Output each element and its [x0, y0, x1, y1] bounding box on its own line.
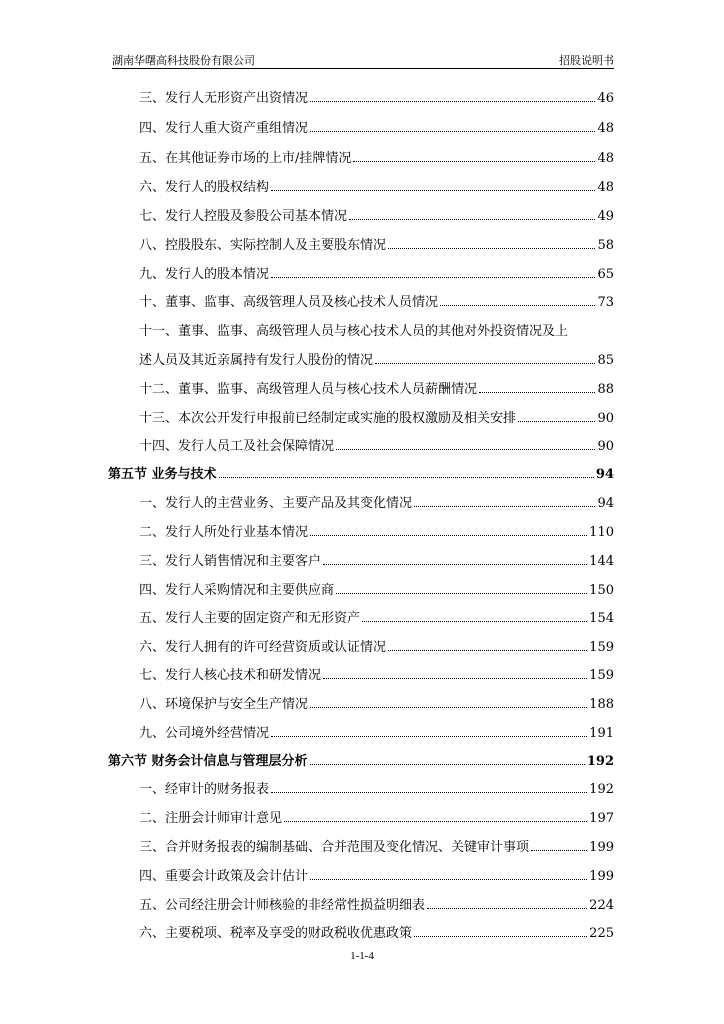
toc-leader-dots [323, 564, 587, 565]
toc-leader-dots [310, 764, 585, 765]
toc-page-number: 199 [589, 869, 614, 884]
toc-label: 述人员及其近亲属持有发行人股份的情况 [139, 353, 374, 368]
toc-page-number: 73 [597, 295, 614, 310]
toc-leader-dots [388, 248, 595, 249]
toc-entry[interactable] [108, 661, 614, 683]
toc-entry[interactable] [108, 114, 614, 136]
page-number: 1-1-4 [350, 950, 374, 962]
toc-leader-dots [440, 305, 595, 306]
toc-label: 十四、发行人员工及社会保障情况 [139, 439, 335, 454]
toc-entry[interactable] [108, 375, 614, 397]
toc-entry[interactable] [108, 919, 614, 941]
toc-entry[interactable] [108, 547, 614, 569]
toc-entry[interactable] [108, 862, 614, 884]
toc-label: 第五节 业务与技术 [108, 467, 217, 482]
toc-entry[interactable] [108, 833, 614, 855]
toc-page-number: 94 [595, 467, 614, 482]
toc-label: 第六节 财务会计信息与管理层分析 [108, 754, 308, 769]
toc-section-6[interactable] [108, 747, 614, 769]
toc-entry[interactable] [108, 260, 614, 282]
toc-leader-dots [349, 219, 595, 220]
toc-leader-dots [414, 506, 595, 507]
toc-page-number: 48 [597, 180, 614, 195]
toc-leader-dots [353, 161, 595, 162]
toc-label: 五、发行人主要的固定资产和无形资产 [139, 611, 361, 626]
toc-entry[interactable] [108, 719, 614, 741]
toc-entry[interactable] [108, 576, 614, 598]
toc-leader-dots [323, 678, 587, 679]
toc-leader-dots [310, 131, 595, 132]
header-company: 湖南华曙高科技股份有限公司 [112, 54, 255, 67]
toc-label: 三、合并财务报表的编制基础、合并范围及变化情况、关键审计事项 [139, 840, 530, 855]
toc-entry-wrapped[interactable]: 十一、董事、监事、高级管理人员与核心技术人员的其他对外投资情况及上 [139, 324, 569, 339]
toc-page-number: 110 [589, 525, 614, 540]
toc-label: 二、注册会计师审计意见 [139, 811, 283, 826]
toc-leader-dots [271, 792, 587, 793]
toc-label: 六、发行人拥有的许可经营资质或认证情况 [139, 640, 387, 655]
toc-page-number: 65 [597, 267, 614, 282]
toc-label: 八、控股股东、实际控制人及主要股东情况 [139, 238, 387, 253]
toc-entry[interactable] [108, 173, 614, 195]
toc-entry[interactable] [108, 489, 614, 511]
toc-leader-dots [336, 449, 595, 450]
toc-leader-dots [284, 821, 587, 822]
toc-page-number: 49 [597, 209, 614, 224]
toc-label: 九、公司境外经营情况 [139, 726, 270, 741]
toc-page-number: 224 [589, 898, 614, 913]
toc-label: 七、发行人控股及参股公司基本情况 [139, 209, 348, 224]
toc-page-number: 225 [589, 926, 614, 941]
toc-leader-dots [336, 593, 587, 594]
toc-leader-dots [310, 707, 587, 708]
toc-section-5[interactable] [108, 460, 614, 482]
toc-label: 九、发行人的股本情况 [139, 267, 270, 282]
toc-leader-dots [271, 190, 595, 191]
toc-page-number: 199 [589, 840, 614, 855]
toc-leader-dots [310, 535, 587, 536]
toc-label: 十二、董事、监事、高级管理人员与核心技术人员薪酬情况 [139, 382, 478, 397]
toc-page-number: 90 [597, 411, 614, 426]
toc-label: 七、发行人核心技术和研发情况 [139, 668, 322, 683]
toc-entry[interactable] [108, 432, 614, 454]
toc-entry[interactable] [108, 144, 614, 166]
toc-page-number: 48 [597, 121, 614, 136]
toc-leader-dots [414, 936, 587, 937]
toc-leader-dots [310, 101, 595, 102]
toc-label: 一、发行人的主营业务、主要产品及其变化情况 [139, 496, 413, 511]
toc-label: 四、发行人重大资产重组情况 [139, 121, 309, 136]
toc-page-number: 159 [589, 668, 614, 683]
toc-entry[interactable] [108, 202, 614, 224]
toc-label: 三、发行人销售情况和主要客户 [139, 554, 322, 569]
toc-entry[interactable] [108, 518, 614, 540]
toc-leader-dots [362, 621, 587, 622]
toc-entry[interactable] [108, 604, 614, 626]
toc-entry[interactable] [108, 84, 614, 106]
toc-page-number: 58 [597, 238, 614, 253]
toc-page-number: 188 [589, 697, 614, 712]
toc-label: 八、环境保护与安全生产情况 [139, 697, 309, 712]
toc-entry[interactable] [108, 288, 614, 310]
toc-entry[interactable] [108, 346, 614, 368]
toc-entry[interactable] [108, 804, 614, 826]
toc-page-number: 144 [589, 554, 614, 569]
toc-label: 五、公司经注册会计师核验的非经常性损益明细表 [139, 898, 426, 913]
toc-leader-dots [427, 908, 587, 909]
toc-leader-dots [219, 477, 594, 478]
toc-leader-dots [271, 277, 595, 278]
toc-page-number: 197 [589, 811, 614, 826]
toc-page-number: 159 [589, 640, 614, 655]
toc-leader-dots [375, 363, 595, 364]
toc-label: 六、主要税项、税率及享受的财政税收优惠政策 [139, 926, 413, 941]
toc-label: 一、经审计的财务报表 [139, 782, 270, 797]
toc-label: 十、董事、监事、高级管理人员及核心技术人员情况 [139, 295, 439, 310]
toc-label: 十三、本次公开发行申报前已经制定或实施的股权激励及相关安排 [139, 411, 517, 426]
toc-page-number: 90 [597, 439, 614, 454]
toc-entry[interactable] [108, 633, 614, 655]
toc-entry[interactable] [108, 775, 614, 797]
page-header [112, 50, 614, 69]
toc-leader-dots [271, 736, 587, 737]
header-doc-type: 招股说明书 [559, 54, 614, 67]
toc-leader-dots [518, 421, 595, 422]
toc-entry[interactable] [108, 690, 614, 712]
toc-page-number: 85 [597, 353, 614, 368]
toc-leader-dots [310, 879, 587, 880]
toc-label: 四、发行人采购情况和主要供应商 [139, 583, 335, 598]
toc-leader-dots [388, 650, 587, 651]
toc-label: 五、在其他证券市场的上市/挂牌情况 [139, 151, 352, 166]
toc-entry[interactable] [108, 231, 614, 253]
toc-page-number: 94 [597, 496, 614, 511]
toc-page-number: 150 [589, 583, 614, 598]
toc-leader-dots [531, 850, 587, 851]
toc-label: 三、发行人无形资产出资情况 [139, 91, 309, 106]
toc-entry[interactable] [108, 891, 614, 913]
toc-page-number: 192 [586, 754, 614, 769]
toc-label: 四、重要会计政策及会计估计 [139, 869, 309, 884]
toc-page-number: 154 [589, 611, 614, 626]
toc-page-number: 46 [597, 91, 614, 106]
toc-leader-dots [479, 392, 595, 393]
toc-page-number: 192 [589, 782, 614, 797]
toc-entry[interactable] [108, 404, 614, 426]
toc-label: 二、发行人所处行业基本情况 [139, 525, 309, 540]
toc-page-number: 88 [597, 382, 614, 397]
toc-label: 六、发行人的股权结构 [139, 180, 270, 195]
toc-page-number: 48 [597, 151, 614, 166]
toc-page-number: 191 [589, 726, 614, 741]
